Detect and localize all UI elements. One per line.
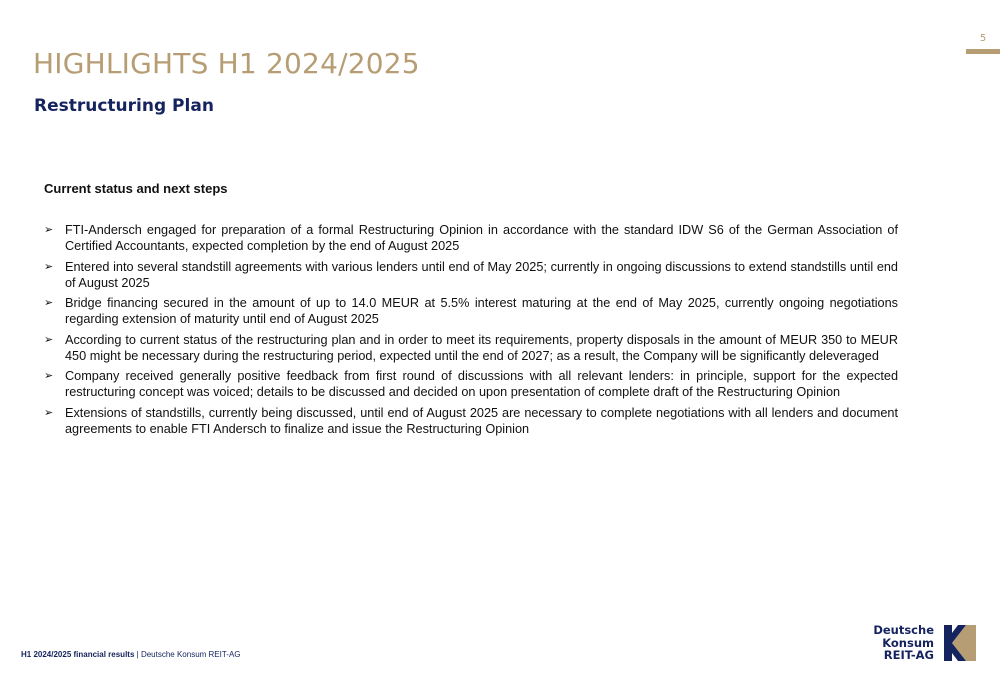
footer [21, 650, 241, 659]
list-item [44, 222, 898, 254]
page-number: 5 [979, 33, 987, 44]
arrow-bullet-icon: ➢ [44, 369, 54, 382]
logo-line-1: Deutsche [873, 623, 934, 637]
company-logo [870, 624, 980, 664]
deutsche-konsum-logo-icon [944, 625, 976, 661]
logo-text [870, 624, 934, 662]
bullet-text: Entered into several standstill agreements with various lenders until end of May 2025; currently in ongoing discussions to extend standstills until end of August 2025 [65, 259, 898, 290]
list-item [44, 295, 898, 327]
page-subtitle: Restructuring Plan [34, 96, 214, 116]
page-title: HIGHLIGHTS H1 2024/2025 [33, 47, 420, 80]
list-item [44, 405, 898, 437]
bullet-text: According to current status of the restructuring plan and in order to meet its requirements, property disposals in the amount of MEUR 350 to MEUR 450 might be necessary during the restructuring period, expected until the end of 2027; as a result, the Company will be significantly deleveraged [65, 332, 898, 363]
bullet-text: Bridge financing secured in the amount of up to 14.0 MEUR at 5.5% interest maturing at the end of May 2025, currently ongoing negotiations regarding extension of maturity until end of August 2025 [65, 296, 898, 326]
logo-line-3: REIT-AG [883, 648, 934, 662]
footer-company: Deutsche Konsum REIT-AG [140, 650, 241, 659]
arrow-bullet-icon: ➢ [44, 223, 54, 236]
arrow-bullet-icon: ➢ [44, 296, 54, 309]
arrow-bullet-icon: ➢ [44, 332, 54, 346]
bullet-text: Company received generally positive feedback from first round of discussions with all relevant lenders: in principle, support for the expected restructuring concept was voiced; details to be discussed and decided on upon presentation of complete draft of the Restructuring Opinion [65, 369, 898, 399]
logo-line-2: Konsum [882, 635, 934, 650]
bullet-text: FTI-Andersch engaged for preparation of a formal Restructuring Opinion in accordance with the standard IDW S6 of the German Association of Certified Accountants, expected completion by the end of August 2025 [65, 223, 898, 253]
arrow-bullet-icon: ➢ [44, 259, 54, 273]
list-item [44, 368, 898, 400]
page-number-bar [966, 49, 1000, 54]
section-heading: Current status and next steps [44, 181, 228, 196]
list-item [44, 332, 898, 364]
list-item [44, 259, 898, 291]
bullet-list [44, 222, 898, 441]
bullet-text: Extensions of standstills, currently being discussed, until end of August 2025 are necessary to complete negotiations with all lenders and document agreements to enable FTI Andersch to finalize and issue the Restructuring Opinion [65, 405, 898, 436]
arrow-bullet-icon: ➢ [44, 405, 54, 419]
footer-title: H1 2024/2025 financial results [21, 650, 135, 659]
footer-separator: | [134, 650, 141, 659]
